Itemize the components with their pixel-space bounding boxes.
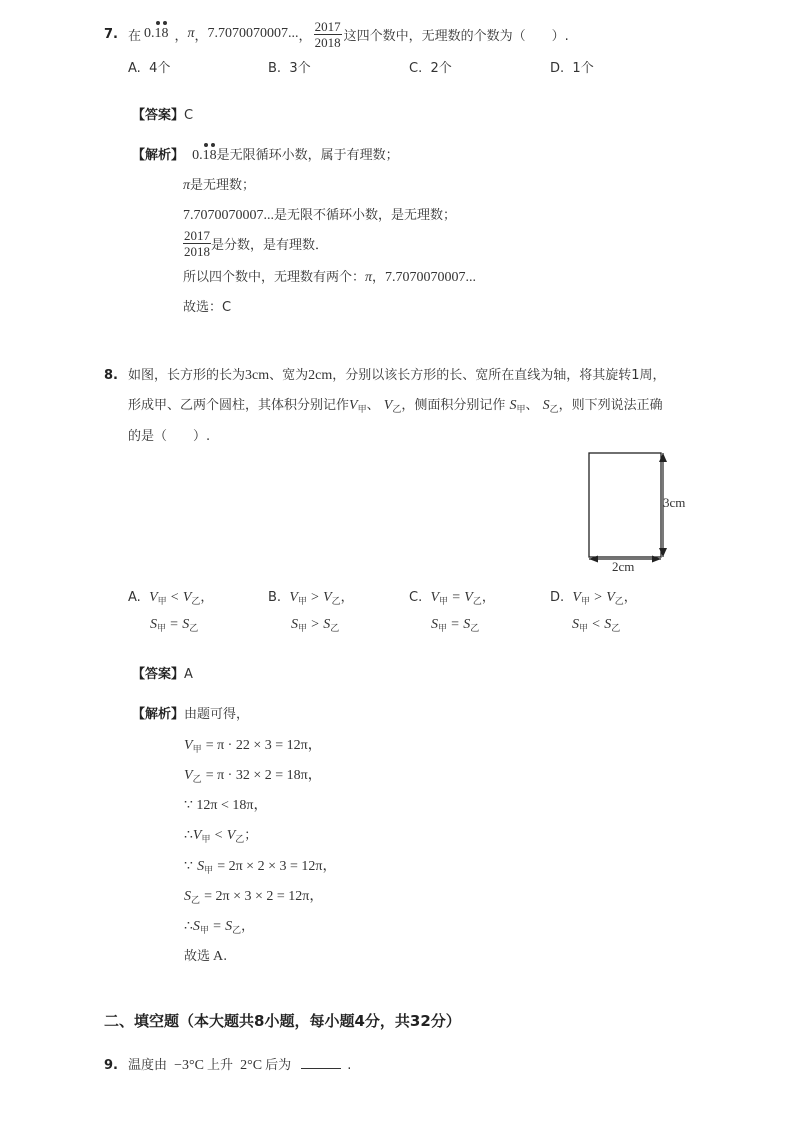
q7-analysis-line6: 故选：C [183,300,232,315]
q7-analysis-line3: 7.7070070007...是无限不循环小数，是无理数； [183,208,457,223]
q8-option-b-line2: $S_甲 > S_乙$ [291,617,340,634]
q7-option-d: D. 1个 [550,61,594,76]
q8-stem-line1: 8. 如图，长方形的长为3cm、宽为2cm，分别以该长方形的长、宽所在直线为轴，将其旋转1周， [104,368,666,383]
q7-analysis-line5: 所以四个数中，无理数有两个：π，7.7070070007... [183,270,477,285]
section-heading: 二、填空题（本大题共8小题，每小题4分，共32分） [104,1012,461,1030]
q8-option-d-line2: $S_甲 < S_乙$ [572,617,621,634]
figure-label-height: 3cm [663,495,686,510]
q8-step-1: $V_甲 = \pi \cdot 22 \times 3 = 12\pi$， [184,738,322,755]
q8-step-6: $S_乙 = 2\pi \times 3 \times 2 = 12\pi$， [184,889,324,906]
q8-step-7: $\therefore S_甲 = S_乙$， [184,919,255,936]
q7-option-a: A. 4个 [128,61,171,76]
q8-step-2: $V_乙 = \pi \cdot 32 \times 2 = 18\pi$， [184,768,322,785]
pi-symbol: π [187,26,195,41]
arrow-down-icon [659,548,667,557]
q8-stem-line2: 形成甲、乙两个圆柱，其体积分别记作$V_甲$、 $V_乙$，侧面积分别记作 $S_甲$、 $S_乙$，则下列说法正确 [128,398,663,415]
q8-step-8: 故选 A. [184,949,228,964]
repeating-decimal: 0.18 [144,26,169,41]
q8-option-a-line2: $S_甲 = S_乙$ [150,617,199,634]
q7-analysis-line1: 【解析】 0.18是无限循环小数，属于有理数； [132,148,399,163]
q7-stem: 7. 在 0.18 ， π ， 7.7070070007... ， $\frac{2017}{2018}$ 这四个数中，无理数的个数为（ ）. [104,18,569,50]
q8-option-d: D. $V_甲 > V_乙$， [550,590,637,607]
q8-option-c: C. $V_甲 = V_乙$， [409,590,495,607]
q7-answer: 【答案】C [132,108,194,123]
q7-option-b: B. 3个 [268,61,311,76]
answer-blank[interactable] [301,1056,341,1069]
q8-step-4: $\therefore V_甲 < V_乙$； [184,828,258,845]
q7-option-c: C. 2个 [409,61,452,76]
q8-step-3: ∵ 12π < 18π， [184,798,268,813]
q8-option-c-line2: $S_甲 = S_乙$ [431,617,480,634]
q8-stem-line3: 的是（ ）. [128,429,211,444]
q8-step-5: ∵ $S_甲 = 2\pi \times 2 \times 3 = 12\pi$， [184,859,337,876]
rectangle-figure [580,446,700,576]
fraction: $\frac{2017}{2018}$ [314,18,341,50]
q8-option-b: B. $V_甲 > V_乙$， [268,590,354,607]
question-number: 7. [104,26,118,42]
figure-label-width: 2cm [612,559,635,574]
q8-analysis-intro: 【解析】由题可得， [132,707,250,722]
rectangle [589,453,661,557]
q9-stem: 9. 温度由 −3°C 上升 2°C 后为 . [104,1058,352,1073]
q8-answer: 【答案】A [132,667,193,682]
q7-analysis-line4: $\frac{2017}{2018}$ 是分数，是有理数． [184,227,329,259]
arrow-up-icon [659,453,667,462]
q8-option-a: A. $V_甲 < V_乙$， [128,590,214,607]
q7-analysis-line2: π是无理数； [183,178,256,193]
